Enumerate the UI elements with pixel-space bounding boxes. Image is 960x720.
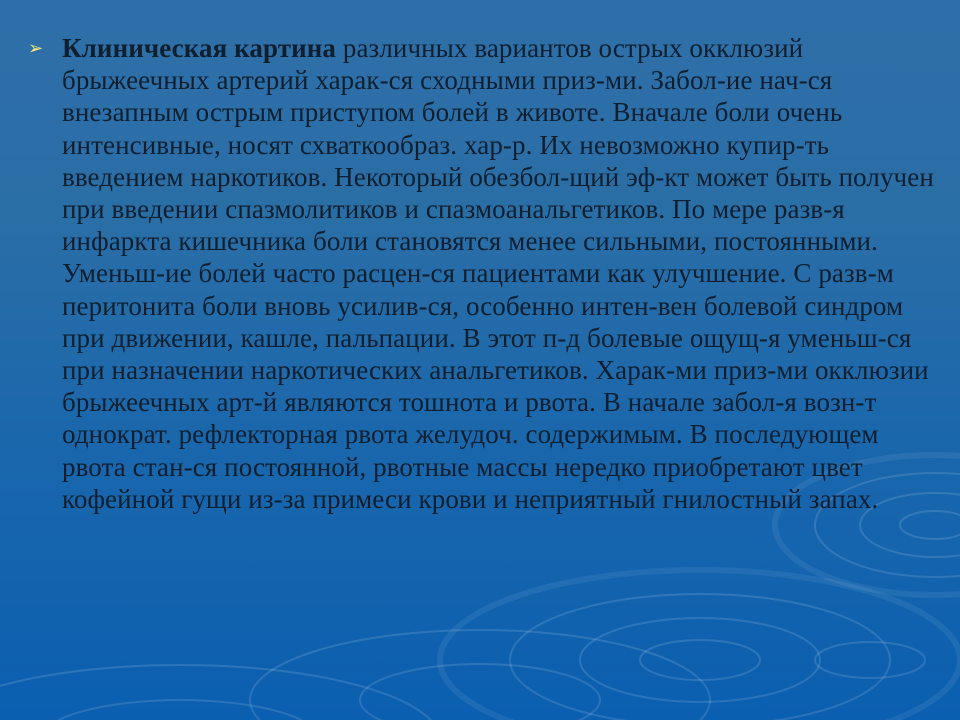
paragraph-lead: Клиническая картина (62, 33, 337, 63)
slide-paragraph (62, 32, 938, 515)
paragraph-body: различных вариантов острых окклюзий брыжеечных артерий харак-ся сходными приз-ми. Забол-ие нач-ся внезапным острым приступом болей в животе. Вначале боли очень интенсивные, носят схваткообраз. хар-р. Их невозможно купир-ть введением наркотиков. Некоторый обезбол-щий эф-кт может быть получен при введении спазмолитиков и спазмоанальгетиков. По мере разв-я инфаркта кишечника боли становятся менее сильными, постоянными. Уменьш-ие болей часто расцен-ся пациентами как улучшение. С разв-м перитонита боли вновь усилив-ся, особенно интен-вен болевой синдром при движении, кашле, пальпации. В этот п-д болевые ощущ-я уменьш-ся при назначении наркотических анальгетиков. Харак-ми приз-ми окклюзии брыжеечных арт-й являются тошнота и рвота. В начале забол-я возн-т однократ. рефлекторная рвота желудоч. содержимым. В последующем рвота стан-ся постоянной, рвотные массы нередко приобретают цвет кофейной гущи из-за примеси крови и неприятный гнилостный запах. (62, 33, 934, 514)
bullet-item (28, 32, 938, 515)
arrow-bullet-icon: ➢ (28, 38, 44, 59)
